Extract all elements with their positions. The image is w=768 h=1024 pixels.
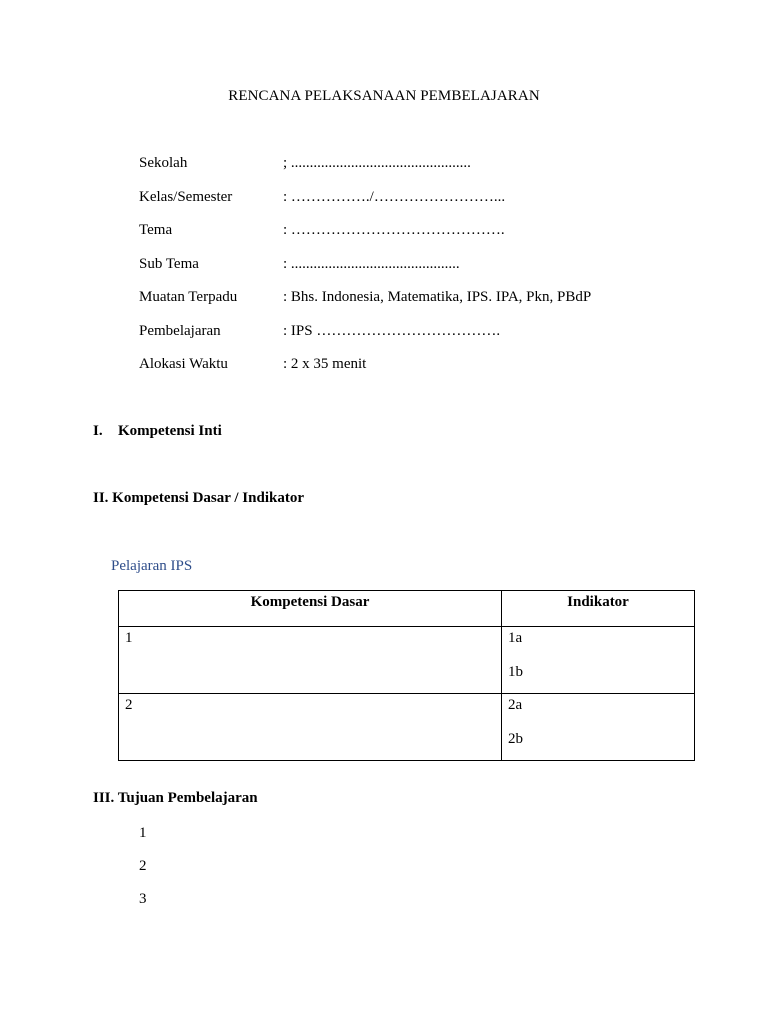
identity-label-pembelajaran: Pembelajaran xyxy=(139,323,221,339)
document-title: RENCANA PELAKSANAAN PEMBELAJARAN xyxy=(228,88,540,104)
kd-number: 2 xyxy=(125,697,133,713)
identity-label-kelas: Kelas/Semester xyxy=(139,189,233,205)
identity-label-tema: Tema xyxy=(139,222,173,238)
kd-number: 1 xyxy=(125,630,133,646)
table-row xyxy=(119,694,695,761)
identity-value-sekolah: ; ................................................ xyxy=(283,155,471,171)
section-2-title: II. Kompetensi Dasar / Indikator xyxy=(93,490,304,506)
identity-value-alokasi: : 2 x 35 menit xyxy=(283,356,367,372)
identity-value-subtema: : ............................................. xyxy=(283,256,460,272)
indikator-item: 1a xyxy=(508,630,523,646)
identity-value-tema: : ……………………………………. xyxy=(283,222,505,238)
section-3-title: III. Tujuan Pembelajaran xyxy=(93,790,258,806)
table-cell-indikator xyxy=(502,694,695,761)
table-header-indikator: Indikator xyxy=(502,591,695,627)
table-row xyxy=(119,627,695,694)
identity-value-muatan: : Bhs. Indonesia, Matematika, IPS. IPA, Pkn, PBdP xyxy=(283,289,592,305)
identity-label-alokasi: Alokasi Waktu xyxy=(139,356,228,372)
kompetensi-table xyxy=(118,590,695,761)
indikator-item: 2a xyxy=(508,697,523,713)
section-1-title: Kompetensi Inti xyxy=(118,423,222,439)
indikator-item: 2b xyxy=(508,731,523,747)
subject-heading: Pelajaran IPS xyxy=(111,558,193,574)
tujuan-item: 2 xyxy=(139,858,147,874)
section-1-number: I. xyxy=(93,423,103,439)
identity-value-kelas: : ……………./……………………... xyxy=(283,189,506,205)
table-cell-kd xyxy=(119,627,502,694)
table-header-row xyxy=(119,591,695,627)
table-cell-indikator xyxy=(502,627,695,694)
tujuan-item: 3 xyxy=(139,891,147,907)
identity-label-subtema: Sub Tema xyxy=(139,256,199,272)
identity-label-muatan: Muatan Terpadu xyxy=(139,289,238,305)
identity-value-pembelajaran: : IPS ………………………………. xyxy=(283,323,501,339)
tujuan-item: 1 xyxy=(139,825,147,841)
table-header-kompetensi: Kompetensi Dasar xyxy=(119,591,502,627)
table-cell-kd xyxy=(119,694,502,761)
indikator-item: 1b xyxy=(508,664,523,680)
identity-label-sekolah: Sekolah xyxy=(139,155,188,171)
